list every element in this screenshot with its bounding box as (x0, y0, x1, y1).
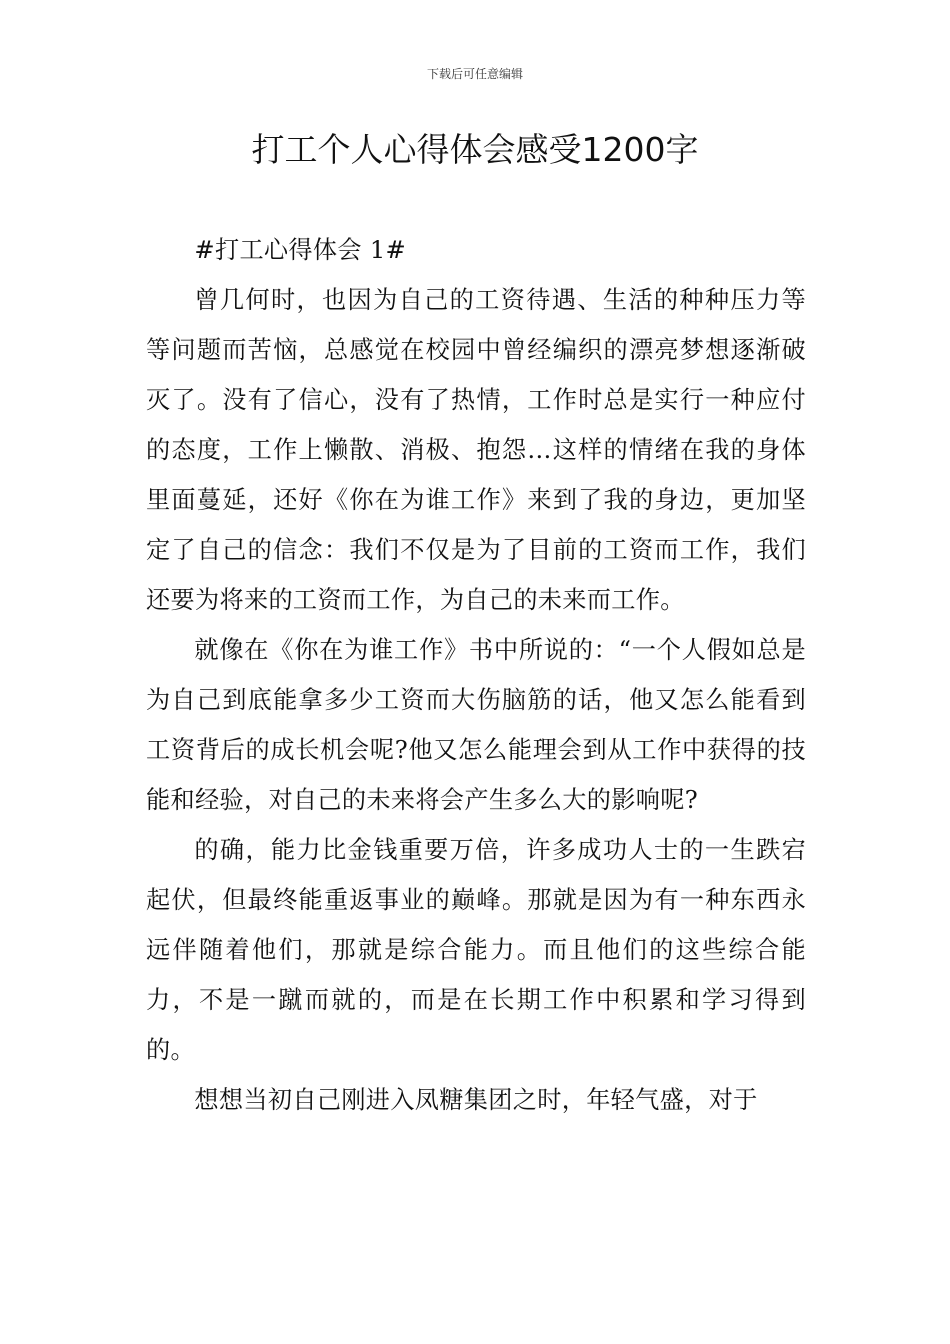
section-heading: #打工心得体会 1# (194, 236, 407, 264)
paragraph-1: 曾几何时，也因为自己的工资待遇、生活的种种压力等等问题而苦恼，总感觉在校园中曾经编织的漂亮梦想逐渐破灭了。没有了信心，没有了热情，工作时总是实行一种应付的态度，工作上懒散、消极、抱怨…这样的情绪在我的身体里面蔓延，还好《你在为谁工作》来到了我的身边，更加坚定了自己的信念：我们不仅是为了目前的工资而工作，我们还要为将来的工资而工作，为自己的未来而工作。 (146, 286, 806, 614)
document-body (146, 225, 806, 1125)
document-title: 打工个人心得体会感受1200字 (251, 130, 699, 169)
header-note: 下载后可任意编辑 (426, 67, 523, 81)
paragraph-4: 想想当初自己刚进入凤糖集团之时，年轻气盛，对于 (194, 1086, 758, 1114)
paragraph-2: 就像在《你在为谁工作》书中所说的：“一个人假如总是为自己到底能拿多少工资而大伤脑筋的话，他又怎么能看到工资背后的成长机会呢?他又怎么能理会到从工作中获得的技能和经验，对自己的未来将会产生多么大的影响呢? (146, 636, 806, 814)
paragraph-3: 的确，能力比金钱重要万倍，许多成功人士的一生跌宕起伏，但最终能重返事业的巅峰。那就是因为有一种东西永远伴随着他们，那就是综合能力。而且他们的这些综合能力，不是一蹴而就的，而是在长期工作中积累和学习得到的。 (146, 836, 806, 1064)
